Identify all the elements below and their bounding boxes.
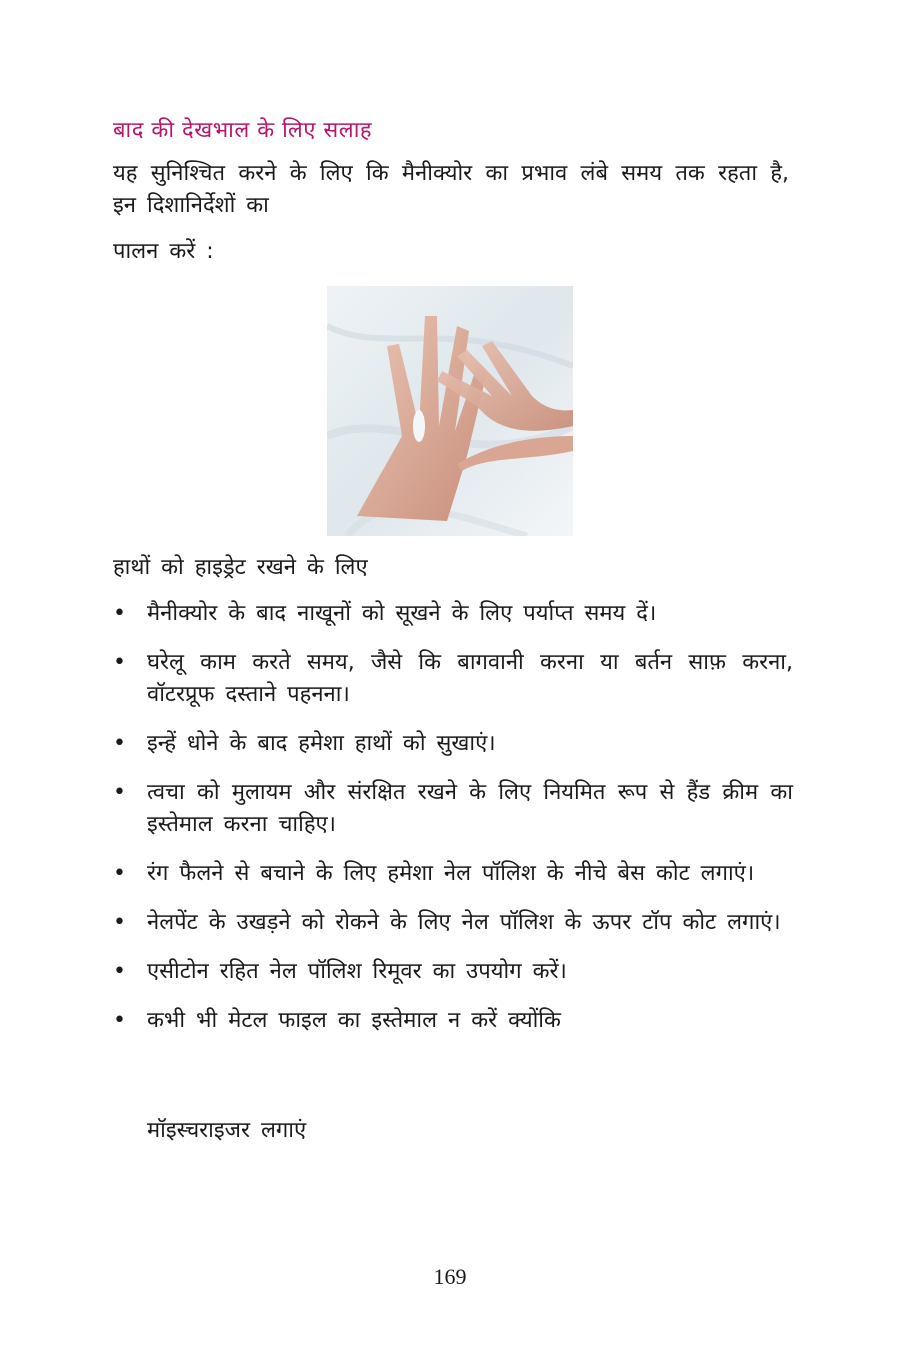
bullet-icon: • <box>113 1008 126 1033</box>
list-item <box>113 728 793 760</box>
list-item-text: घरेलू काम करते समय, जैसे कि बागवानी करना या बर्तन साफ़ करना, वॉटरप्रूफ दस्ताने पहनना। <box>147 650 793 707</box>
bullet-icon: • <box>113 910 126 935</box>
bullet-icon: • <box>113 780 126 805</box>
list-item-text: कभी भी मेटल फाइल का इस्तेमाल न करें क्योंकि <box>147 1008 561 1033</box>
intro-paragraph: यह सुनिश्चित करने के लिए कि मैनीक्योर का प्रभाव लंबे समय तक रहता है, इन दिशानिर्देशों का <box>113 161 789 218</box>
hands-cream-photo <box>327 286 573 536</box>
list-item-text: एसीटोन रहित नेल पॉलिश रिमूवर का उपयोग करें। <box>147 959 567 984</box>
list-item-text: इन्हें धोने के बाद हमेशा हाथों को सुखाएं। <box>147 731 496 756</box>
list-item <box>113 777 793 841</box>
list-item <box>113 858 793 890</box>
list-item-text: मैनीक्योर के बाद नाखूनों को सूखने के लिए पर्याप्त समय दें। <box>147 601 657 626</box>
list-item <box>113 907 793 939</box>
image-caption: हाथों को हाइड्रेट रखने के लिए <box>113 555 368 580</box>
list-continuation: मॉइस्चराइजर लगाएं <box>147 1118 307 1143</box>
list-item-text: त्वचा को मुलायम और संरक्षित रखने के लिए नियमित रूप से हैंड क्रीम का इस्तेमाल करना चाहिए। <box>147 780 793 837</box>
list-item <box>113 956 793 988</box>
list-item <box>113 1005 793 1037</box>
bullet-icon: • <box>113 650 126 675</box>
hands-applying-cream-illustration <box>327 286 573 536</box>
list-item-text: नेलपेंट के उखड़ने को रोकने के लिए नेल पॉलिश के ऊपर टॉप कोट लगाएं। <box>147 910 781 935</box>
tips-list <box>113 598 793 1054</box>
bullet-icon: • <box>113 959 126 984</box>
page-number: 169 <box>433 1264 467 1289</box>
bullet-icon: • <box>113 731 126 756</box>
list-item-text: रंग फैलने से बचाने के लिए हमेशा नेल पॉलिश के नीचे बेस कोट लगाएं। <box>147 861 755 886</box>
bullet-icon: • <box>113 601 126 626</box>
section-heading: बाद की देखभाल के लिए सलाह <box>113 118 373 143</box>
list-item <box>113 598 793 630</box>
intro-continuation: पालन करें : <box>113 239 214 264</box>
bullet-icon: • <box>113 861 126 886</box>
list-item <box>113 647 793 711</box>
